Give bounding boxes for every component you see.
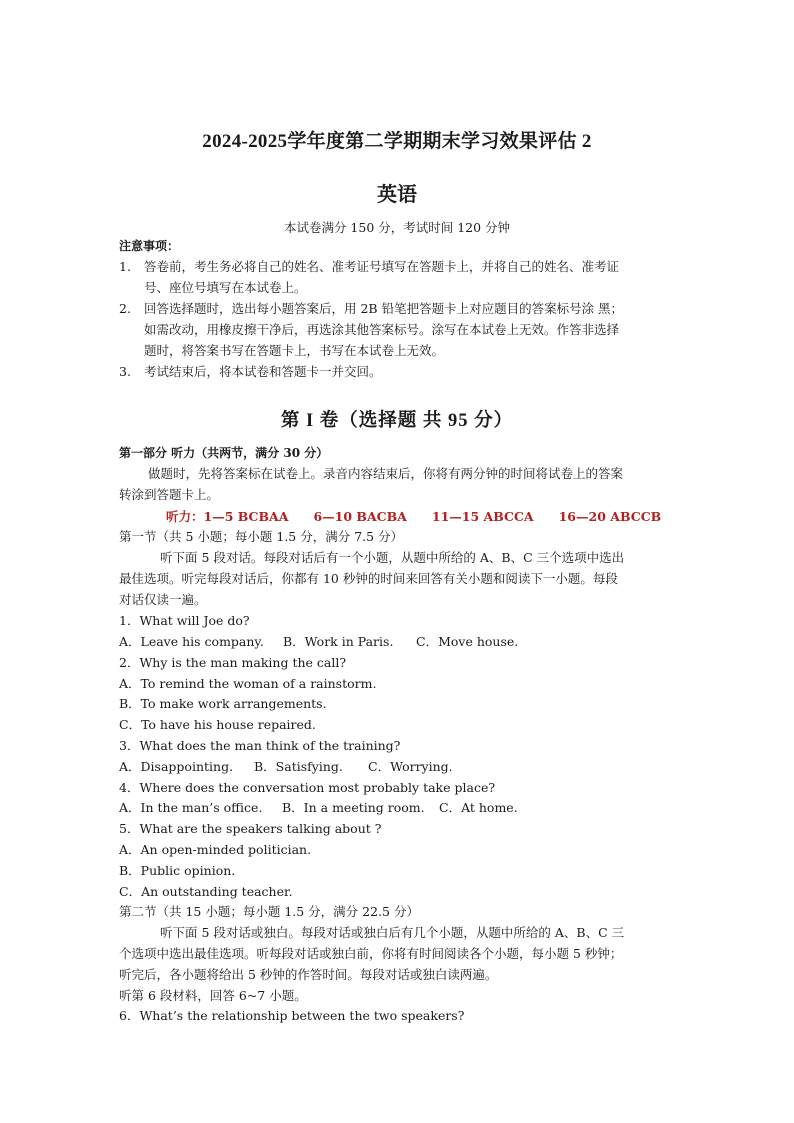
question-4-option-a: A．In the man’s office.	[119, 800, 263, 815]
notice-item-1-num: 1.	[119, 259, 131, 274]
question-3-option-c: C．Worrying.	[368, 759, 453, 774]
question-5-option-a: A．An open-minded politician.	[119, 842, 312, 857]
part-intro-line-1: 做题时，先将答案标在试卷上。录音内容结束后，你将有两分钟的时间将试卷上的答案	[148, 466, 624, 481]
exam-title: 2024-2025学年度第二学期期末学习效果评估 2	[202, 131, 592, 152]
notice-item-2-line-3: 题时，将答案书写在答题卡上，书写在本试卷上无效。	[144, 343, 445, 358]
notice-heading: 注意事项：	[119, 239, 180, 253]
question-1-option-c: C．Move house.	[416, 634, 519, 649]
section-a-instr-2: 最佳选项。听完每段对话后，你都有 10 秒钟的时间来回答有关小题和阅读下一小题。每段	[119, 571, 618, 586]
question-5-option-c: C．An outstanding teacher.	[119, 884, 293, 899]
section-b-heading: 第二节（共 15 小题；每小题 1.5 分，满分 22.5 分）	[119, 904, 419, 919]
section-b-instr-2: 个选项中选出最佳选项。听每段对话或独白前，你将有时间阅读各个小题，每小题 5 秒钟；	[119, 946, 623, 961]
exam-meta: 本试卷满分 150 分，考试时间 120 分钟	[283, 220, 511, 235]
question-3-stem: 3．What does the man think of the training?	[119, 738, 401, 753]
section-b-material: 听第 6 段材料，回答 6~7 小题。	[119, 988, 307, 1003]
part-intro-line-2: 转涂到答题卡上。	[119, 487, 220, 502]
question-3-option-b: B．Satisfying.	[254, 759, 343, 774]
section-title: 第 I 卷（选择题 共 95 分）	[280, 411, 514, 431]
notice-item-3-line-1: 考试结束后，将本试卷和答题卡一并交回。	[144, 364, 382, 379]
notice-item-2-num: 2.	[119, 301, 131, 316]
subject-heading: 英语	[377, 182, 417, 206]
section-a-instr-1: 听下面 5 段对话。每段对话后有一个小题，从题中所给的 A、B、C 三个选项中选出	[160, 550, 625, 565]
question-2-option-c: C．To have his house repaired.	[119, 717, 316, 732]
question-3-option-a: A．Disappointing.	[119, 759, 234, 774]
question-2-option-b: B．To make work arrangements.	[119, 696, 327, 711]
question-4-option-c: C．At home.	[439, 800, 518, 815]
question-4-stem: 4．Where does the conversation most probably take place?	[119, 780, 496, 795]
question-1-option-a: A．Leave his company.	[119, 634, 264, 649]
question-2-stem: 2．Why is the man making the call?	[119, 655, 347, 670]
answer-key: 听力：1—5 BCBAA 6—10 BACBA 11—15 ABCCA 16—20 ABCCB	[166, 509, 662, 524]
notice-item-1-line-2: 号、座位号填写在本试卷上。	[144, 280, 307, 295]
part-heading: 第一部分 听力（共两节，满分 30 分）	[119, 446, 329, 460]
question-1-option-b: B．Work in Paris.	[283, 634, 394, 649]
question-2-option-a: A．To remind the woman of a rainstorm.	[119, 676, 377, 691]
section-a-instr-3: 对话仅读一遍。	[119, 592, 207, 607]
section-a-heading: 第一节（共 5 小题；每小题 1.5 分，满分 7.5 分）	[119, 529, 404, 544]
notice-item-1-line-1: 答卷前，考生务必将自己的姓名、准考证号填写在答题卡上，并将自己的姓名、准考证	[144, 259, 620, 274]
question-4-option-b: B．In a meeting room.	[282, 800, 425, 815]
notice-item-2-line-2: 如需改动，用橡皮擦干净后，再选涂其他答案标号。涂写在本试卷上无效。作答非选择	[144, 322, 620, 337]
notice-item-2-line-1: 回答选择题时，选出每小题答案后，用 2B 铅笔把答题卡上对应题目的答案标号涂 黑；	[144, 301, 624, 316]
section-b-instr-3: 听完后，各小题将给出 5 秒钟的作答时间。每段对话或独白读两遍。	[119, 967, 498, 982]
question-6-stem: 6．What’s the relationship between the two speakers?	[119, 1008, 465, 1023]
question-5-stem: 5．What are the speakers talking about ?	[119, 821, 382, 836]
section-b-instr-1: 听下面 5 段对话或独白。每段对话或独白后有几个小题，从题中所给的 A、B、C 三	[160, 925, 625, 940]
question-5-option-b: B．Public opinion.	[119, 863, 236, 878]
notice-item-3-num: 3.	[119, 364, 131, 379]
question-1-stem: 1．What will Joe do?	[119, 613, 250, 628]
